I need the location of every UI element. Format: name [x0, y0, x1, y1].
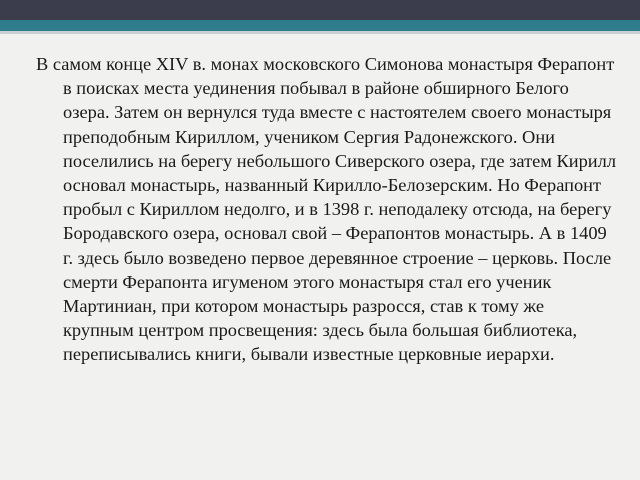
slide-header-bar — [0, 0, 640, 20]
slide-accent-bar — [0, 20, 640, 31]
slide-accent-shadow — [0, 31, 640, 34]
slide-content — [36, 52, 616, 367]
body-paragraph: В самом конце XIV в. монах московского Симонова монастыря Ферапонт в поисках места уединения побывал в районе обширного Белого озера. Затем он вернулся туда вместе с настоятелем своего монастыря преподобным Кириллом, учеником Сергия Радонежского. Они поселились на берегу небольшого Сиверского озера, где затем Кирилл основал монастырь, названный Кирилло-Белозерским. Но Ферапонт пробыл с Кириллом недолго, и в 1398 г. неподалеку отсюда, на берегу Бородавского озера, основал свой – Ферапонтов монастырь. А в 1409 г. здесь было возведено первое деревянное строение – церковь. После смерти Ферапонта игуменом этого монастыря стал его ученик Мартиниан, при котором монастырь разросся, став к тому же крупным центром просвещения: здесь была большая библиотека, переписывались книги, бывали известные церковные иерархи. — [36, 54, 617, 365]
